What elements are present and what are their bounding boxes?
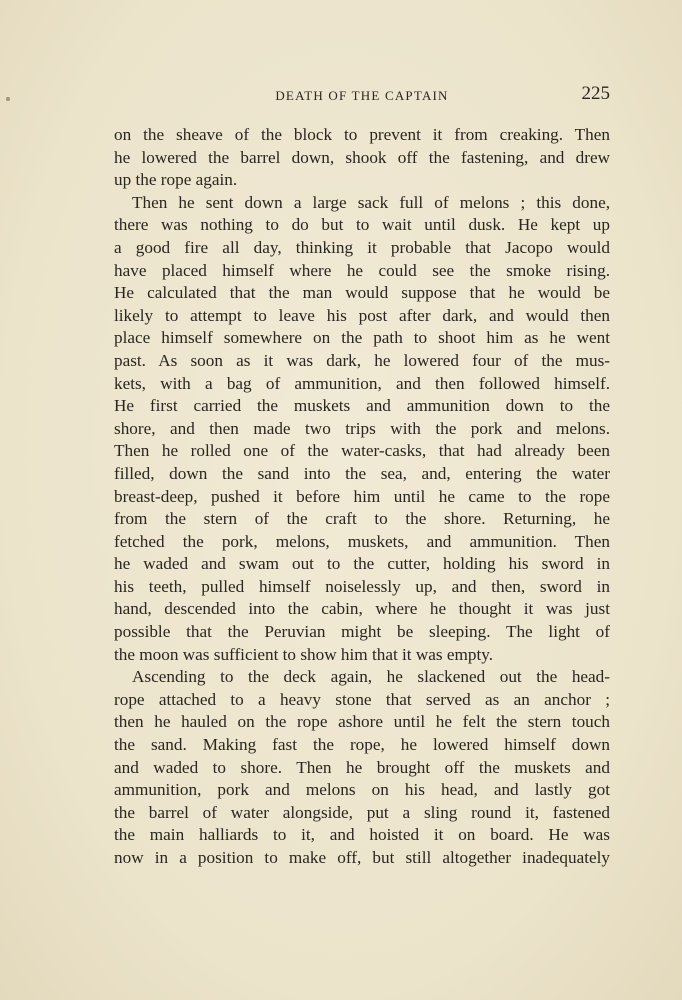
- text-line: kets, with a bag of ammunition, and then followed himself.: [114, 373, 610, 393]
- text-line: he waded and swam out to the cutter, holding his sword in: [114, 554, 610, 574]
- text-line: the barrel of water alongside, put a sling round it, fastened: [114, 802, 610, 822]
- text-line: the sand. Making fast the rope, he lowered himself down: [114, 735, 610, 755]
- text-line: from the stern of the craft to the shore. Returning, he: [114, 509, 610, 529]
- text-line: and waded to shore. Then he brought off the muskets and: [114, 757, 610, 777]
- text-line: shore, and then made two trips with the pork and melons.: [114, 418, 610, 438]
- page-header: [114, 83, 610, 110]
- text-line: fetched the pork, melons, muskets, and ammunition. Then: [114, 531, 610, 551]
- text-line: possible that the Peruvian might be sleeping. The light of: [114, 622, 610, 642]
- text-line: place himself somewhere on the path to shoot him as he went: [114, 328, 610, 348]
- text-line: now in a position to make off, but still altogether inadequately: [114, 848, 610, 867]
- page-number: 225: [581, 83, 610, 104]
- text-line: ammunition, pork and melons on his head, and lastly got: [114, 780, 610, 800]
- text-line: breast-deep, pushed it before him until he came to the rope: [114, 486, 610, 506]
- text-line: rope attached to a heavy stone that served as an anchor ;: [114, 689, 610, 709]
- text-line: Then he sent down a large sack full of melons ; this done,: [132, 192, 610, 212]
- text-line: hand, descended into the cabin, where he thought it was just: [114, 599, 610, 619]
- text-line: He first carried the muskets and ammunition down to the: [114, 396, 610, 416]
- text-line: filled, down the sand into the sea, and, entering the water: [114, 463, 610, 483]
- text-line: Ascending to the deck again, he slackened out the head-: [132, 667, 610, 687]
- text-line: on the sheave of the block to prevent it from creaking. Then: [114, 125, 610, 144]
- text-line: the main halliards to it, and hoisted it on board. He was: [114, 825, 610, 845]
- text-line: then he hauled on the rope ashore until he felt the stern touch: [114, 712, 610, 732]
- text-line: He calculated that the man would suppose that he would be: [114, 283, 610, 303]
- text-line: have placed himself where he could see the smoke rising.: [114, 260, 610, 280]
- running-head: DEATH OF THE CAPTAIN: [275, 88, 449, 103]
- text-line: Then he rolled one of the water-casks, that had already been: [114, 441, 610, 461]
- text-line: a good fire all day, thinking it probable that Jacopo would: [114, 237, 610, 257]
- text-line: there was nothing to do but to wait until dusk. He kept up: [114, 215, 610, 235]
- text-line: likely to attempt to leave his post after dark, and would then: [114, 305, 610, 325]
- text-line: past. As soon as it was dark, he lowered four of the mus-: [114, 350, 610, 370]
- text-line: he lowered the barrel down, shook off the fastening, and drew: [114, 147, 610, 167]
- text-line: the moon was sufficient to show him that it was empty.: [114, 644, 494, 664]
- text-line: his teeth, pulled himself noiselessly up, and then, sword in: [114, 576, 610, 596]
- paper-speck: [6, 97, 10, 101]
- body-text: [114, 124, 610, 870]
- text-line: up the rope again.: [114, 170, 238, 190]
